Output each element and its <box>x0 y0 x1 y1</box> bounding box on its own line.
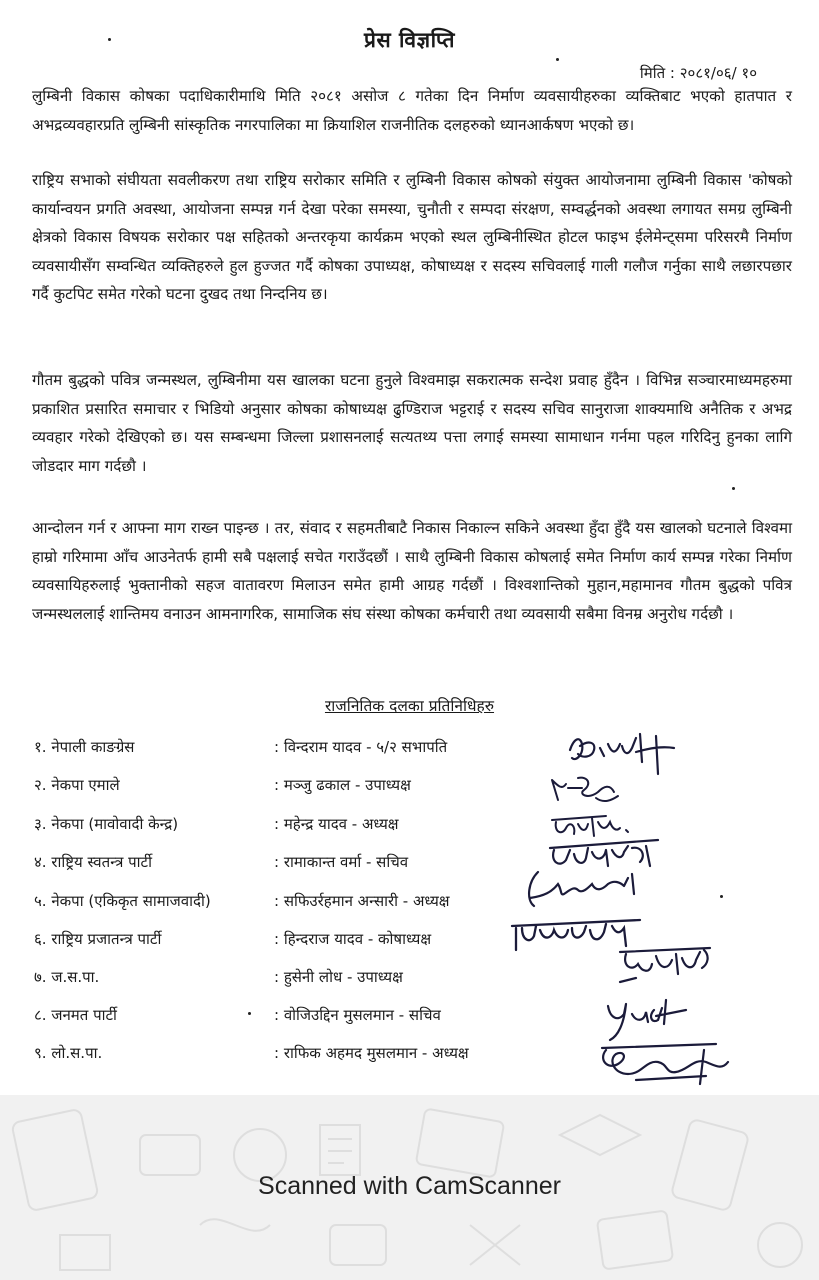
representative-name: : मञ्जु ढकाल - उपाध्यक्ष <box>274 776 411 794</box>
party-name: १. नेपाली काङग्रेस <box>34 738 135 756</box>
representative-name: : हुसेनी लोध - उपाध्यक्ष <box>274 968 403 986</box>
party-name: ९. लो.स.पा. <box>34 1044 103 1062</box>
party-name: ८. जनमत पार्टी <box>34 1006 117 1024</box>
party-name: ५. नेकपा (एकिकृत सामाजवादी) <box>34 892 211 910</box>
paragraph-3: गौतम बुद्धको पवित्र जन्मस्थल, लुम्बिनीमा यस खालका घटना हुनुले विश्वमाझ सकरात्मक सन्देश प्रवाह हुँदैन । विभिन्न सञ्चारमाध्यमहरुमा प्रकाशित प्रसारित समाचार र भिडियो अनुसार कोषका कोषाध्यक्ष ढुण्डिराज भट्टराई र सदस्य सचिव सानुराजा शाक्यमाथि अनैतिक र अभद्र व्यवहार गरेको देखिएको छ। यस सम्बन्धमा जिल्ला प्रशासनलाई सत्यतथ्य पत्ता लगाई समस्या सामाधान गर्नमा पहल गरिदिनु हुनका लागि जोडदार माग गर्दछौ । <box>32 371 792 475</box>
representative-name: : रामाकान्त वर्मा - सचिव <box>274 853 409 871</box>
paragraph-4: आन्दोलन गर्न र आफ्ना माग राख्न पाइन्छ । तर, संवाद र सहमतीबाटै निकास निकाल्न सकिने अवस्था हुँदा हुँदै यस खालको घटनाले विश्वमा हाम्रो गरिमामा आँच आउनेतर्फ हामी सबै पक्षलाई सचेत गराउँदछौं । साथै लुम्बिनी विकास कोषलाई समेत निर्माण कार्य सम्पन्न गरेका निर्माण व्यवसायिहरुलाई भुक्तानीको सहज वातावरण मिलाउन समेत हामी आग्रह गर्दछौं । विश्वशान्तिको मुहान,महामानव गौतम बुद्धको पवित्र जन्मस्थललाई शान्तिमय वनाउन आमनागरिक, सामाजिक संघ संस्था कोषका कर्मचारी तथा व्यवसायी सबैमा विनम्र अनुरोध गर्दछौ । <box>32 519 792 623</box>
signature-9 <box>596 1040 736 1090</box>
scan-speck <box>556 58 559 61</box>
scan-speck <box>248 1012 251 1015</box>
signature-7 <box>616 942 716 990</box>
camscanner-footer <box>0 1095 819 1280</box>
representative-name: : महेन्द्र यादव - अध्यक्ष <box>274 815 399 833</box>
document-date: मिति : २०८१/०६/ १० <box>639 64 757 82</box>
representatives-heading: राजनितिक दलका प्रतिनिधिहरु <box>324 697 495 715</box>
representative-name: : हिन्दराज यादव - कोषाध्यक्ष <box>274 930 432 948</box>
camscanner-watermark: Scanned with CamScanner <box>258 1172 561 1200</box>
party-name: ३. नेकपा (मावोवादी केन्द्र) <box>34 815 179 833</box>
representative-name: : वोजिउद्दिन मुसलमान - सचिव <box>274 1006 441 1024</box>
paragraph-1: लुम्बिनी विकास कोषका पदाधिकारीमाथि मिति २०८१ असोज ८ गतेका दिन निर्माण व्यवसायीहरुका व्यक्तिबाट भएको हातपात र अभद्रव्यवहारप्रति लुम्बिनी सांस्कृतिक नगरपालिका मा क्रियाशिल राजनीतिक दलहरुको ध्यानआर्कषण भएको छ। <box>32 87 792 134</box>
representative-row <box>34 891 774 921</box>
party-name: ४. राष्ट्रिय स्वतन्त्र पार्टी <box>34 853 152 871</box>
scan-speck <box>732 487 735 490</box>
party-name: ६. राष्ट्रिय प्रजातन्त्र पार्टी <box>34 930 162 948</box>
representative-name: : विन्दराम यादव - ५/२ सभापति <box>274 738 448 756</box>
scan-speck <box>720 895 723 898</box>
paragraph-2: राष्ट्रिय सभाको संघीयता सवलीकरण तथा राष्ट्रिय सरोकार समिति र लुम्बिनी विकास कोषको संयुक्त आयोजनामा लुम्बिनी विकास 'कोषको कार्यान्वयन प्रगति अवस्था, आयोजना सम्पन्न गर्न देखा परेका समस्या, चुनौती र सम्पदा संरक्षण, सम्वर्द्धनको अवस्था लगायत समग्र लुम्बिनी क्षेत्रको विकास विषयक सरोकार पक्ष सहितको अन्तरकृया कार्यक्रम भएको स्थल लुम्बिनीस्थित होटल फाइभ ईलेमेन्ट्समा परिसरमै निर्माण व्यवसायीसँग सम्वन्धित व्यक्तिहरुले हुल हुज्जत गर्दै कोषका उपाध्यक्ष, कोषाध्यक्ष र सदस्य सचिवलाई गाली गलौज गर्नुका साथै लछारपछार गर्दै कुटपिट समेत गरेको घटना दुखद तथा निन्दनिय छ। <box>32 171 792 303</box>
party-name: २. नेकपा एमाले <box>34 776 120 794</box>
party-name: ७. ज.स.पा. <box>34 968 100 986</box>
document-title: प्रेस विज्ञप्ति <box>364 28 455 52</box>
representative-name: : राफिक अहमद मुसलमान - अध्यक्ष <box>274 1044 469 1062</box>
representative-name: : सफिउर्रहमान अन्सारी - अध्यक्ष <box>274 892 450 910</box>
